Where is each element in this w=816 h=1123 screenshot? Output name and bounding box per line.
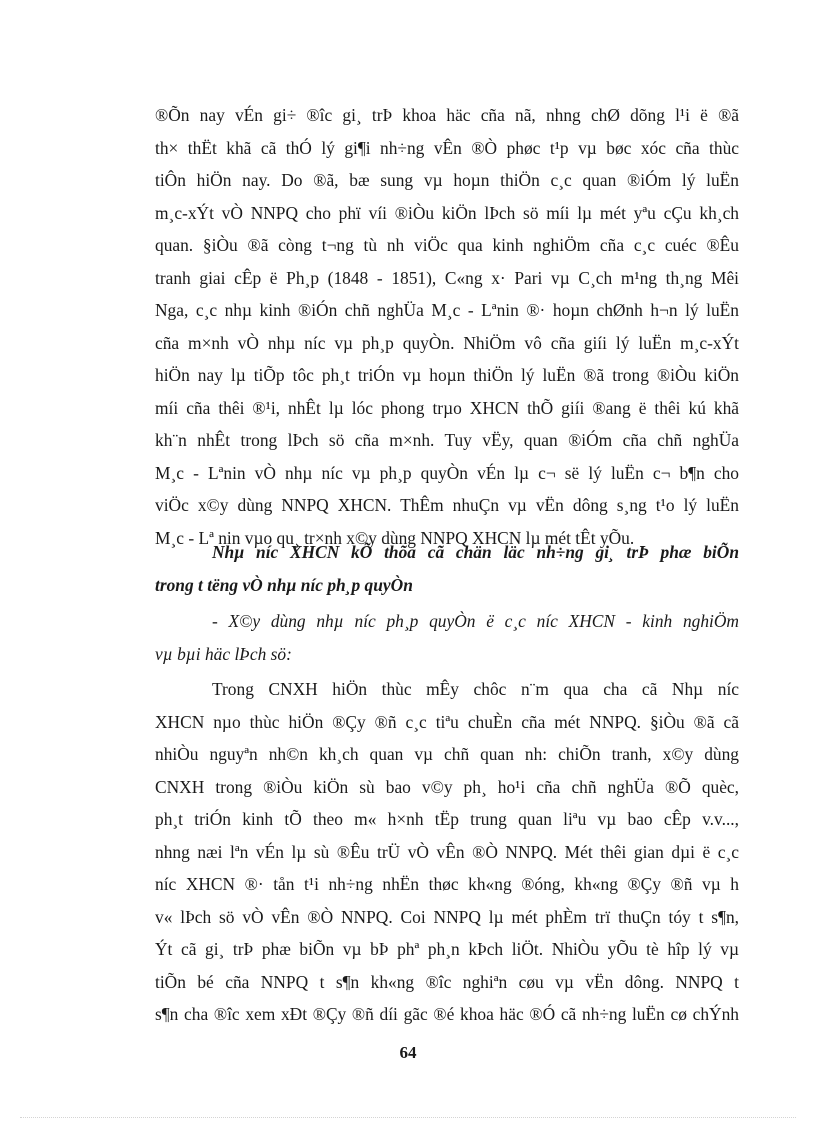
subheading-line: vµ bµi häc lÞch sö: (155, 643, 292, 664)
text-line: hiÖn nay lµ tiÕp tôc ph¸t triÓn vµ hoµn thiÖn lý luËn ®ã trong ®iÒu kiÖn (155, 365, 739, 385)
text-line: kh¨n nhÊt trong lÞch sö cña m×nh. Tuy vËy, quan ®iÓm cña chñ nghÜa (155, 430, 739, 450)
text-line: th× thËt khã cã thÓ lý gi¶i nh÷ng vÊn ®Ò phøc t¹p vµ bøc xóc cña thùc (155, 137, 739, 158)
text-line: míi cña thêi ®¹i, nhÊt lµ lóc phong trµo XHCN thÕ giíi ®ang ë thêi kú khã (155, 397, 739, 418)
text-line: s¶n cha ®îc xem xÐt ®Çy ®ñ díi gãc ®é khoa häc ®Ó cã nh÷ng luËn cø chÝnh (155, 1004, 739, 1024)
text-line: m¸c-xÝt vÒ NNPQ cho phï víi ®iÒu kiÖn lÞch sö míi lµ mét yªu cÇu kh¸ch (155, 202, 739, 223)
text-line: Trong CNXH hiÖn thùc mÊy chôc n¨m qua cha cã Nhµ níc (212, 679, 739, 699)
page-bottom-divider (20, 1117, 796, 1118)
text-line: ph¸t triÓn kinh tÕ theo m« h×nh tËp trung quan liªu vµ bao cÊp v.v..., (155, 809, 739, 829)
text-line: XHCN nµo thùc hiÖn ®Çy ®ñ c¸c tiªu chuÈn cña mét NNPQ. §iÒu ®ã cã (155, 711, 739, 732)
paragraph-1 (155, 99, 739, 554)
text-line: viÖc x©y dùng NNPQ XHCN. ThÊm nhuÇn vµ vËn dông s¸ng t¹o lý luËn (155, 495, 739, 515)
text-line: quan. §iÒu ®ã còng t¬ng tù nh viÖc qua kinh nghiÖm cña c¸c cuéc ®Êu (155, 235, 739, 255)
text-line: nhng næi lªn vÉn lµ sù ®Êu trÜ vÒ vÊn ®Ò NNPQ. Mét thêi gian dµi ë c¸c (155, 841, 739, 862)
text-line: nhiÒu nguyªn nh©n kh¸ch quan vµ chñ quan nh: chiÕn tranh, x©y dùng (155, 744, 739, 764)
text-line: tiÔn hiÖn nay. Do ®ã, bæ sung vµ hoµn thiÖn c¸c quan ®iÓm lý luËn (155, 170, 739, 190)
text-line: M¸c - Lª nin vµo qu¸ tr×nh x©y dùng NNPQ XHCN lµ mét tÊt yÕu. (155, 527, 635, 548)
heading-line: Nhµ níc XHCN kÕ thõa cã chän läc nh÷ng gi¸ trÞ phæ biÕn (212, 542, 739, 562)
text-line: CNXH trong ®iÒu kiÖn sù bao v©y ph¸ ho¹i cña chñ nghÜa ®Õ quèc, (155, 776, 739, 797)
heading-line: trong t tëng vÒ nhµ níc ph¸p quyÒn (155, 574, 413, 595)
text-line: cña m×nh vÒ nhµ níc vµ ph¸p quyÒn. NhiÖm vô cña giíi lý luËn m¸c-xÝt (155, 332, 739, 353)
text-line: Nga, c¸c nhµ kinh ®iÓn chñ nghÜa M¸c - Lªnin ®· hoµn chØnh h¬n lý luËn (155, 300, 739, 320)
section-subheading (155, 605, 739, 670)
text-line: ®Õn nay vÉn gi÷ ®îc gi¸ trÞ khoa häc cña nã, nhng chØ dõng l¹i ë ®ã (155, 105, 739, 125)
text-line: tiÕn bé cña NNPQ t s¶n kh«ng ®îc nghiªn cøu vµ vËn dông. NNPQ t (155, 971, 739, 992)
text-line: tranh giai cÊp ë Ph¸p (1848 - 1851), C«ng x· Pari vµ C¸ch m¹ng th¸ng Mêi (155, 267, 739, 288)
section-heading (155, 536, 739, 601)
text-line: M¸c - Lªnin vÒ nhµ níc vµ ph¸p quyÒn vÉn lµ c¬ së lý luËn c¬ b¶n cho (155, 462, 739, 483)
text-line: v« lÞch sö vÒ vÊn ®Ò NNPQ. Coi NNPQ lµ mét phÈm trï thuÇn tóy t s¶n, (155, 906, 739, 927)
text-line: Ýt cã gi¸ trÞ phæ biÕn vµ bÞ phª ph¸n kÞch liÖt. NhiÒu yÕu tè hîp lý vµ (155, 939, 739, 959)
page-number: 64 (399, 1043, 417, 1062)
text-line: níc XHCN ®· tån t¹i nh÷ng nhËn thøc kh«ng ®óng, kh«ng ®Çy ®ñ vµ h (155, 874, 739, 894)
paragraph-2 (155, 673, 739, 1031)
subheading-line: - X©y dùng nhµ níc ph¸p quyÒn ë c¸c níc XHCN - kinh nghiÖm (212, 611, 739, 631)
